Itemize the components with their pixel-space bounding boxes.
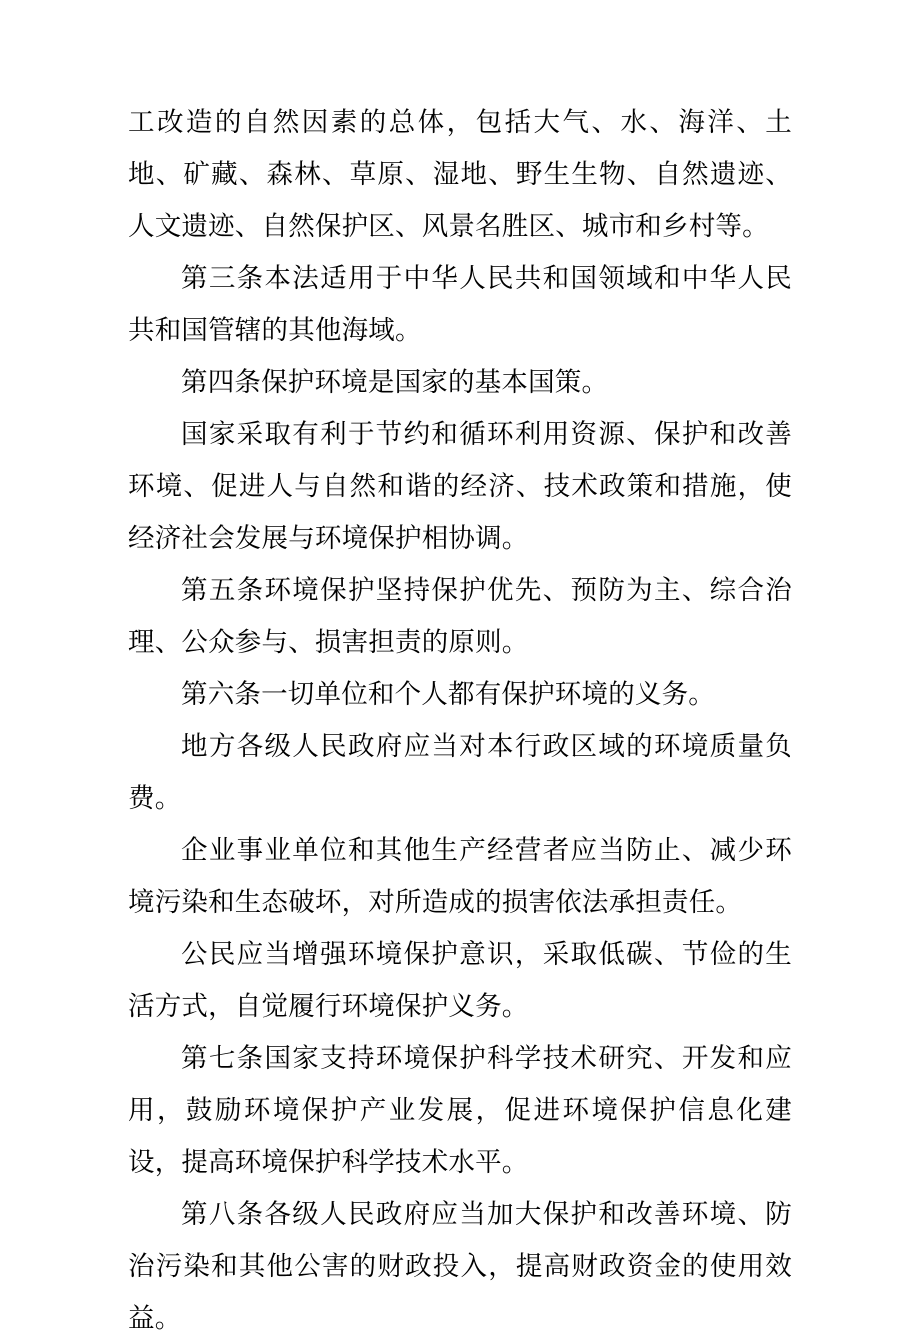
paragraph-article-5: 第五条环境保护坚持保护优先、预防为主、综合治理、公众参与、损害担责的原则。: [128, 575, 792, 657]
document-body: [128, 96, 792, 1344]
paragraph-article-3: 第三条本法适用于中华人民共和国领域和中华人民共和国管辖的其他海域。: [128, 263, 792, 345]
paragraph-article-4: 第四条保护环境是国家的基本国策。: [181, 367, 609, 397]
paragraph-article-6-continued-3: 公民应当增强环境保护意识，采取低碳、节俭的生活方式，自觉履行环境保护义务。: [128, 939, 792, 1021]
paragraph-article-7: 第七条国家支持环境保护科学技术研究、开发和应用，鼓励环境保护产业发展，促进环境保护信息化建设，提高环境保护科学技术水平。: [128, 1043, 792, 1177]
paragraph-article-4-continued: 国家采取有利于节约和循环利用资源、保护和改善环境、促进人与自然和谐的经济、技术政策和措施，使经济社会发展与环境保护相协调。: [128, 419, 792, 553]
paragraph-article-6-continued-2: 企业事业单位和其他生产经营者应当防止、减少环境污染和生态破坏，对所造成的损害依法承担责任。: [128, 835, 792, 917]
paragraph-continuation: 工改造的自然因素的总体，包括大气、水、海洋、土地、矿藏、森林、草原、湿地、野生生物、自然遗迹、人文遗迹、自然保护区、风景名胜区、城市和乡村等。: [128, 107, 792, 241]
paragraph-article-8: 第八条各级人民政府应当加大保护和改善环境、防治污染和其他公害的财政投入，提高财政资金的使用效益。: [128, 1199, 792, 1333]
paragraph-article-6: 第六条一切单位和个人都有保护环境的义务。: [181, 679, 715, 709]
paragraph-article-6-continued-1: 地方各级人民政府应当对本行政区域的环境质量负费。: [128, 731, 792, 813]
